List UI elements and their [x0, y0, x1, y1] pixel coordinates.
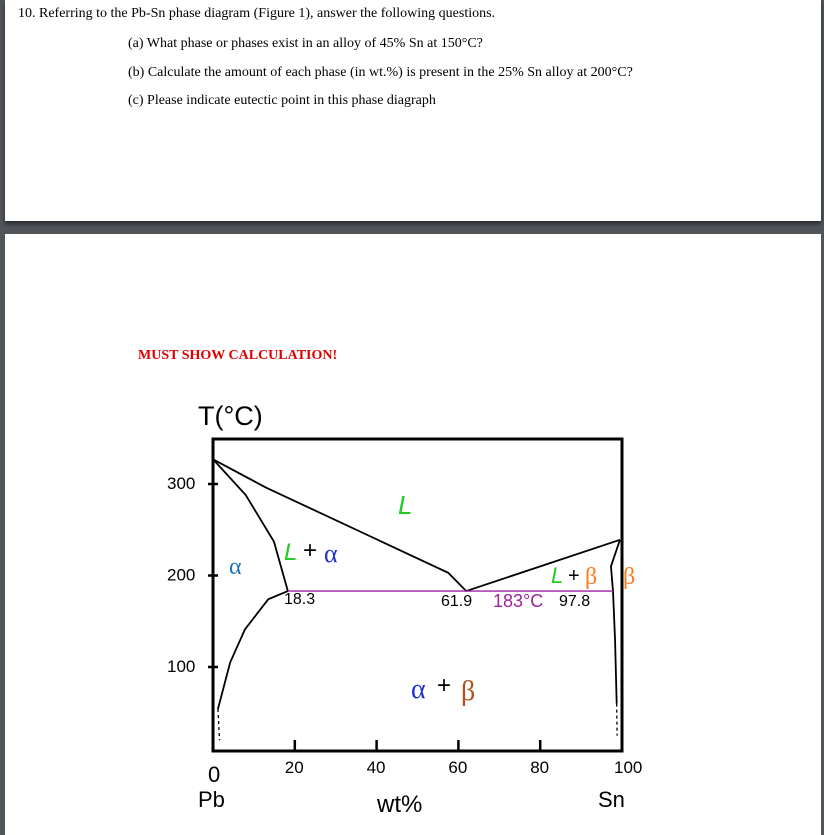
eutectic-temperature: 183°C	[493, 591, 544, 611]
solvus-left-curve	[218, 591, 288, 709]
region-l-alpha-l: L	[284, 539, 298, 566]
region-l-alpha-alpha: α	[324, 539, 338, 568]
page-2	[5, 234, 821, 835]
region-l-beta-l: L	[551, 563, 564, 588]
eutectic-comp-alpha: 18.3	[284, 591, 316, 608]
region-l-alpha-plus: +	[303, 537, 318, 564]
eutectic-comp-beta: 97.8	[559, 593, 591, 610]
x-tick-label: 40	[366, 758, 386, 777]
x-tick-label: 80	[530, 758, 550, 777]
y-tick-label: 100	[167, 657, 196, 676]
y-tick-label: 300	[167, 474, 196, 493]
solvus-right-curve	[613, 591, 617, 704]
question-a: (a) What phase or phases exist in an alloy of 45% Sn at 150°C?	[128, 36, 483, 51]
liquidus-left-curve	[213, 459, 466, 591]
x-right-label-sn: Sn	[598, 787, 625, 812]
calculation-notice: MUST SHOW CALCULATION!	[138, 348, 338, 363]
solidus-right-curve	[611, 540, 620, 591]
x-tick-label: 100	[614, 758, 643, 777]
region-alpha: α	[229, 554, 242, 580]
region-ab-alpha: α	[411, 674, 426, 705]
region-ab-beta: β	[461, 676, 476, 707]
x-tick-label: 60	[448, 758, 468, 777]
solvus-left-dashed	[218, 709, 220, 740]
y-tick-label: 200	[167, 565, 196, 585]
question-c: (c) Please indicate eutectic point in this phase diagraph	[128, 93, 436, 108]
x-axis-label: wt%	[377, 791, 423, 818]
eutectic-comp-liquid: 61.9	[441, 593, 473, 610]
x-tick-label: 20	[284, 758, 304, 777]
y-axis-label: T(°C)	[198, 401, 263, 431]
question-title: 10. Referring to the Pb-Sn phase diagram (Figure 1), answer the following questions.	[18, 6, 496, 21]
region-beta: β	[623, 564, 636, 590]
region-l-beta-beta: β	[585, 564, 598, 590]
region-l-beta-plus: +	[568, 565, 580, 587]
question-b: (b) Calculate the amount of each phase (in wt.%) is present in the 25% Sn alloy at 200°C?	[128, 65, 633, 80]
x-tick-label: 0	[208, 762, 221, 787]
x-left-label-pb: Pb	[198, 787, 225, 812]
region-ab-plus: +	[437, 672, 452, 699]
region-liquid: L	[398, 490, 413, 520]
